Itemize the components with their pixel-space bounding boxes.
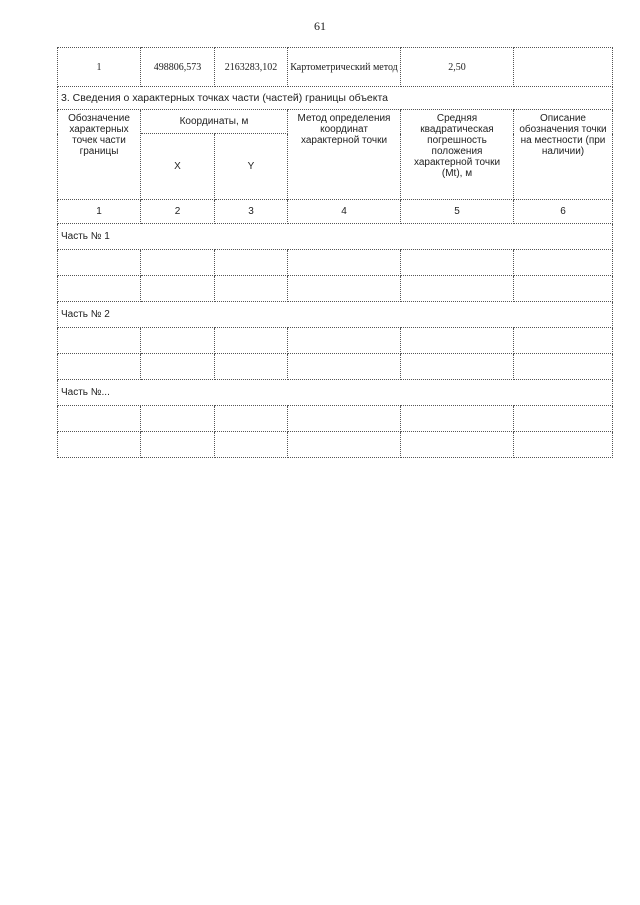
part-label: Часть № 1 bbox=[58, 224, 613, 250]
empty-cell bbox=[141, 250, 215, 276]
empty-cell bbox=[215, 328, 288, 354]
empty-cell bbox=[401, 406, 514, 432]
table-row bbox=[58, 328, 613, 354]
empty-cell bbox=[514, 328, 613, 354]
empty-cell bbox=[58, 250, 141, 276]
empty-cell bbox=[215, 354, 288, 380]
header-point-designation: Обозначение характерных точек части границы bbox=[58, 110, 141, 200]
page-number: 61 bbox=[314, 19, 326, 33]
table-row bbox=[58, 406, 613, 432]
header-accuracy: Средняя квадратическая погрешность положения характерной точки (Mt), м bbox=[401, 110, 514, 200]
header-x: X bbox=[141, 134, 215, 200]
empty-cell bbox=[58, 354, 141, 380]
header-description: Описание обозначения точки на местности (при наличии) bbox=[514, 110, 613, 200]
empty-cell bbox=[288, 406, 401, 432]
empty-cell bbox=[141, 432, 215, 458]
description-cell bbox=[514, 48, 613, 87]
table-row bbox=[58, 354, 613, 380]
column-number: 4 bbox=[288, 200, 401, 224]
table-row bbox=[58, 250, 613, 276]
empty-cell bbox=[58, 406, 141, 432]
empty-cell bbox=[514, 432, 613, 458]
empty-cell bbox=[58, 328, 141, 354]
empty-cell bbox=[288, 328, 401, 354]
section-title-row bbox=[58, 87, 613, 110]
empty-cell bbox=[141, 276, 215, 302]
empty-cell bbox=[401, 276, 514, 302]
empty-cell bbox=[514, 250, 613, 276]
accuracy-cell: 2,50 bbox=[401, 48, 514, 87]
column-number: 3 bbox=[215, 200, 288, 224]
empty-cell bbox=[288, 354, 401, 380]
table-row bbox=[58, 276, 613, 302]
empty-cell bbox=[401, 328, 514, 354]
column-number: 5 bbox=[401, 200, 514, 224]
empty-cell bbox=[141, 328, 215, 354]
column-number: 2 bbox=[141, 200, 215, 224]
header-coordinates: Координаты, м bbox=[141, 110, 288, 134]
empty-cell bbox=[215, 406, 288, 432]
empty-cell bbox=[58, 432, 141, 458]
empty-cell bbox=[514, 276, 613, 302]
section-title: 3. Сведения о характерных точках части (частей) границы объекта bbox=[58, 87, 613, 110]
header-y: Y bbox=[215, 134, 288, 200]
empty-cell bbox=[401, 432, 514, 458]
empty-cell bbox=[401, 354, 514, 380]
empty-cell bbox=[215, 276, 288, 302]
empty-cell bbox=[514, 406, 613, 432]
part-label-row bbox=[58, 380, 613, 406]
top-data-row bbox=[58, 48, 613, 87]
column-number: 1 bbox=[58, 200, 141, 224]
empty-cell bbox=[288, 432, 401, 458]
part-label-row bbox=[58, 302, 613, 328]
part-label: Часть №... bbox=[58, 380, 613, 406]
empty-cell bbox=[58, 276, 141, 302]
empty-cell bbox=[401, 250, 514, 276]
x-coordinate-cell: 498806,573 bbox=[141, 48, 215, 87]
empty-cell bbox=[141, 354, 215, 380]
column-numbers-row bbox=[58, 200, 613, 224]
header-row-1 bbox=[58, 110, 613, 134]
coordinates-table bbox=[57, 47, 613, 458]
point-number-cell: 1 bbox=[58, 48, 141, 87]
empty-cell bbox=[215, 250, 288, 276]
header-method: Метод определения координат характерной точки bbox=[288, 110, 401, 200]
method-cell: Картометрический метод bbox=[288, 48, 401, 87]
column-number: 6 bbox=[514, 200, 613, 224]
table-row bbox=[58, 432, 613, 458]
empty-cell bbox=[514, 354, 613, 380]
part-label-row bbox=[58, 224, 613, 250]
part-label: Часть № 2 bbox=[58, 302, 613, 328]
empty-cell bbox=[288, 276, 401, 302]
y-coordinate-cell: 2163283,102 bbox=[215, 48, 288, 87]
empty-cell bbox=[288, 250, 401, 276]
empty-cell bbox=[141, 406, 215, 432]
empty-cell bbox=[215, 432, 288, 458]
